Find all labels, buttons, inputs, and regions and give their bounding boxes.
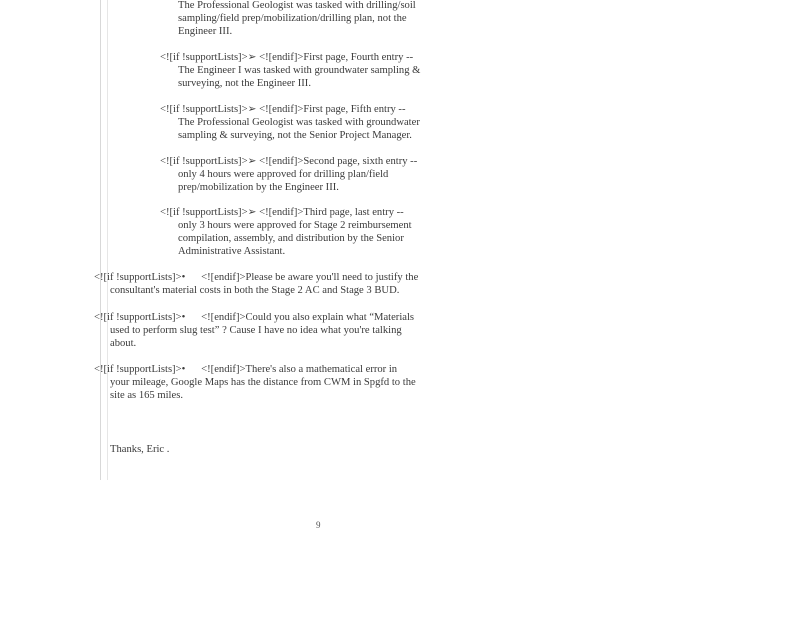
entry-lead: Third page, last entry -- [303, 207, 404, 218]
bullet-entry [94, 311, 444, 350]
entry-lead: First page, Fourth entry -- [303, 52, 414, 63]
list-marker: <![if !supportLists]>➢ <![endif]> [160, 207, 304, 218]
entry-lead: Please be aware you'll need to justify the [245, 272, 419, 283]
entry-lead: There's also a mathematical error in [245, 364, 398, 375]
list-marker: <![if !supportLists]>➢ <![endif]> [160, 104, 304, 115]
text-line: Administrative Assistant. [178, 246, 286, 257]
continuation-paragraph [160, 0, 445, 38]
text-line: Engineer III. [178, 26, 233, 37]
text-line: compilation, assembly, and distribution by the Senior [178, 233, 404, 244]
list-marker: <![if !supportLists]>➢ <![endif]> [160, 52, 304, 63]
text-line: sampling & surveying, not the Senior Project Manager. [178, 130, 412, 141]
sub-entry [160, 103, 445, 142]
text-line: prep/mobilization by the Engineer III. [178, 182, 339, 193]
text-line: The Engineer I was tasked with groundwater sampling & [178, 65, 421, 76]
bullet-entry [94, 363, 444, 402]
text-line: only 4 hours were approved for drilling plan/field [178, 169, 389, 180]
text-line: sampling/field prep/mobilization/drilling plan, not the [178, 13, 407, 24]
text-line: consultant's material costs in both the Stage 2 AC and Stage 3 BUD. [110, 285, 400, 296]
text-line: surveying, not the Engineer III. [178, 78, 311, 89]
page-number: 9 [316, 520, 321, 530]
text-line: about. [110, 338, 137, 349]
entry-lead: Could you also explain what “Materials [245, 312, 415, 323]
text-line: your mileage, Google Maps has the distance from CWM in Spgfd to the [110, 377, 416, 388]
list-marker: <![if !supportLists]>• <![endif]> [94, 364, 246, 375]
text-line: The Professional Geologist was tasked with drilling/soil [178, 0, 416, 11]
text-line: only 3 hours were approved for Stage 2 reimbursement [178, 220, 412, 231]
text-line: The Professional Geologist was tasked with groundwater [178, 117, 420, 128]
list-marker: <![if !supportLists]>➢ <![endif]> [160, 156, 304, 167]
sub-entry [160, 206, 445, 258]
text-line: site as 165 miles. [110, 390, 183, 401]
list-marker: <![if !supportLists]>• <![endif]> [94, 312, 246, 323]
list-marker: <![if !supportLists]>• <![endif]> [94, 272, 246, 283]
bullet-entry [94, 271, 444, 297]
text-line: used to perform slug test” ? Cause I have no idea what you're talking [110, 325, 402, 336]
entry-lead: Second page, sixth entry -- [303, 156, 418, 167]
sub-entry [160, 155, 445, 194]
closing-signature: Thanks, Eric . [110, 444, 170, 455]
sub-entry [160, 51, 445, 90]
entry-lead: First page, Fifth entry -- [303, 104, 406, 115]
change-bar [100, 0, 108, 480]
